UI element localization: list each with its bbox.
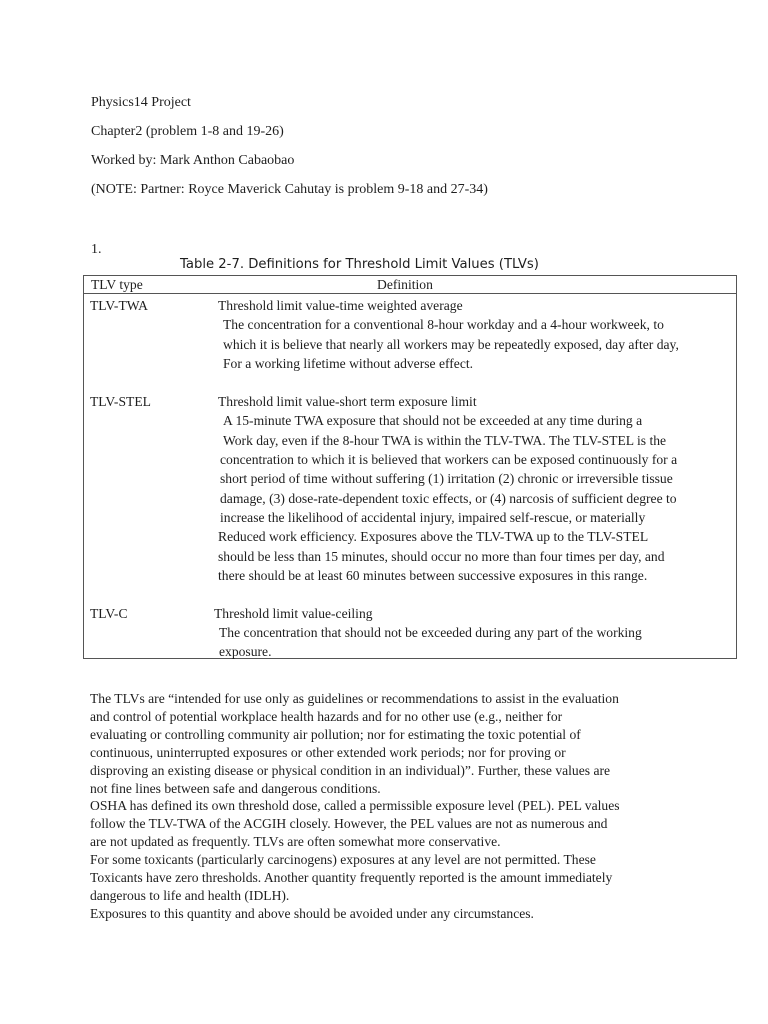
tlv-table	[83, 275, 737, 659]
row-stel-definition-line: damage, (3) dose-rate-dependent toxic effects, or (4) narcosis of sufficient degree to	[220, 491, 677, 506]
row-twa-definition-line: For a working lifetime without adverse effect.	[223, 356, 474, 371]
author-line: Worked by: Mark Anthon Cabaobao	[91, 153, 295, 168]
table-caption: Table 2-7. Definitions for Threshold Limit Values (TLVs)	[180, 257, 539, 272]
row-twa-definition-line: The concentration for a conventional 8-hour workday and a 4-hour workweek, to	[223, 317, 664, 332]
row-twa-definition-line: which it is believe that nearly all workers may be repeatedly exposed, day after day,	[223, 337, 679, 352]
row-stel-definition-line: Work day, even if the 8-hour TWA is within the TLV-TWA. The TLV-STEL is the	[223, 433, 667, 448]
row-stel-definition-line: increase the likelihood of accidental injury, impaired self-rescue, or materially	[220, 510, 646, 525]
body-line: continuous, uninterrupted exposures or other extended work periods; nor for proving or	[90, 744, 566, 760]
row-stel-term: Threshold limit value-short term exposure limit	[218, 394, 477, 409]
body-line: dangerous to life and health (IDLH).	[90, 887, 290, 903]
row-c-definition-line: exposure.	[219, 644, 272, 659]
row-twa-type: TLV-TWA	[90, 298, 148, 313]
body-paragraphs	[90, 690, 730, 923]
problem-number: 1.	[91, 242, 102, 257]
body-line: follow the TLV-TWA of the ACGIH closely. However, the PEL values are not as numerous and	[90, 816, 608, 832]
body-line: Exposures to this quantity and above should be avoided under any circumstances.	[90, 905, 534, 921]
body-line: The TLVs are “intended for use only as guidelines or recommendations to assist in the evaluation	[90, 691, 619, 706]
body-line: OSHA has defined its own threshold dose, called a permissible exposure level (PEL). PEL values	[90, 798, 620, 814]
row-stel-type: TLV-STEL	[90, 394, 151, 409]
header-divider	[84, 293, 736, 294]
row-c-term: Threshold limit value-ceiling	[214, 606, 373, 621]
partner-note: (NOTE: Partner: Royce Maverick Cahutay is problem 9-18 and 27-34)	[91, 182, 488, 197]
row-stel-definition-line: Reduced work efficiency. Exposures above the TLV-TWA up to the TLV-STEL	[218, 529, 649, 544]
body-line: not fine lines between safe and dangerous conditions.	[90, 780, 381, 796]
body-line: For some toxicants (particularly carcinogens) exposures at any level are not permitted. These	[90, 852, 596, 868]
row-stel-definition-line: A 15-minute TWA exposure that should not be exceeded at any time during a	[223, 413, 643, 428]
body-line: and control of potential workplace health hazards and for no other use (e.g., neither for	[90, 708, 563, 724]
row-twa-term: Threshold limit value-time weighted average	[218, 298, 463, 313]
body-line: evaluating or controlling community air pollution; nor for estimating the toxic potential of	[90, 726, 581, 742]
header-tlv-type: TLV type	[91, 277, 143, 292]
row-c-type: TLV-C	[90, 606, 128, 621]
row-stel-definition-line: there should be at least 60 minutes between successive exposures in this range.	[218, 568, 648, 583]
project-title: Physics14 Project	[91, 95, 191, 110]
row-stel-definition-line: short period of time without suffering (1) irritation (2) chronic or irreversible tissue	[220, 471, 673, 486]
body-line: disproving an existing disease or physical condition in an individual)”. Further, these values are	[90, 762, 611, 778]
body-line: are not updated as frequently. TLVs are often somewhat more conservative.	[90, 834, 501, 850]
row-stel-definition-line: concentration to which it is believed that workers can be exposed continuously for a	[220, 452, 678, 467]
row-stel-definition-line: should be less than 15 minutes, should occur no more than four times per day, and	[218, 549, 665, 564]
body-line: Toxicants have zero thresholds. Another quantity frequently reported is the amount immediately	[90, 870, 613, 886]
row-c-definition-line: The concentration that should not be exceeded during any part of the working	[219, 625, 642, 640]
header-definition: Definition	[377, 277, 433, 292]
chapter-line: Chapter2 (problem 1-8 and 19-26)	[91, 124, 284, 139]
